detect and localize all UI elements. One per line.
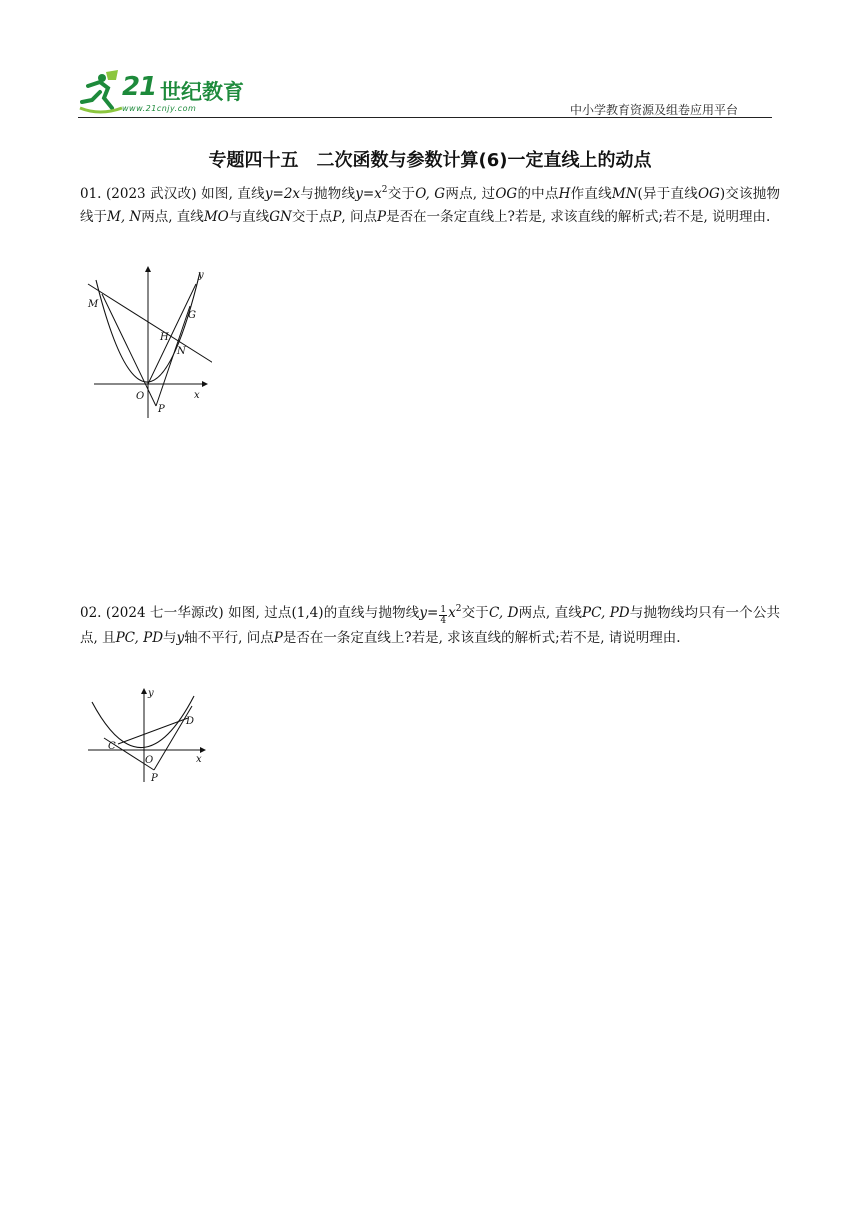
problem-2: 02. (2024 七一华源改) 如图, 过点(1,4)的直线与抛物线y= $\frac{1}{4}$ $x^2$交于C, D两点, 直线PC, PD与抛物线均只有一个公共点, 且PC, PD与y轴不平行, 问点P是否在一条定直线上?若是, 求该直线的解析式;若不是, 请说明理由. (80, 604, 780, 646)
label-o: O (145, 755, 154, 766)
page-title: 专题四十五 二次函数与参数计算(6)一定直线上的动点 (208, 150, 652, 171)
page-header (78, 66, 772, 120)
header-divider (78, 117, 772, 118)
figure-2-diagram (84, 686, 210, 786)
line-og (148, 284, 196, 384)
logo-url: www.21cnjy.com (122, 104, 197, 113)
label-c: C (108, 741, 116, 752)
label-y: y (148, 688, 154, 699)
label-h: H (160, 332, 169, 343)
label-p: P (158, 404, 165, 415)
figure-1-diagram (82, 262, 212, 422)
y-axis-arrow (141, 688, 147, 694)
label-y: y (198, 270, 204, 281)
runner-logo-icon (78, 68, 124, 114)
label-n: N (177, 346, 186, 357)
fraction-one-quarter: $\frac{1}{4}$ (440, 605, 447, 626)
label-g: G (188, 310, 196, 321)
label-o: O (136, 391, 145, 402)
label-m: M (88, 299, 99, 310)
logo-number: 21 (122, 72, 157, 102)
y-axis-arrow (145, 266, 151, 272)
label-x: x (196, 754, 202, 765)
label-d: D (186, 716, 195, 727)
label-p: P (151, 773, 158, 784)
problem-1: 01. (2023 武汉改) 如图, 直线y=2x与抛物线$y=x^2$交于O, G两点, 过OG的中点H作直线MN(异于直线OG)交该抛物线于M, N两点, 直线MO与直线GN交于点P, 问点P是否在一条定直线上?若是, 求该直线的解析式;若不是, 说明理由. (80, 185, 781, 225)
site-logo[interactable] (78, 68, 248, 116)
x-axis-arrow (202, 381, 208, 387)
platform-name: 中小学教育资源及组卷应用平台 (569, 103, 738, 117)
label-x: x (194, 390, 200, 401)
x-axis-arrow (200, 747, 206, 753)
logo-chinese: 世纪教育 (160, 80, 244, 104)
